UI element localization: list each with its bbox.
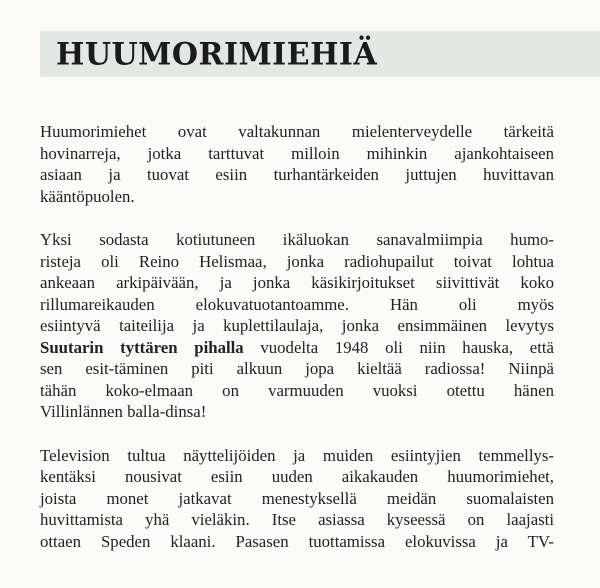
text-segment: ankeaan arkipäivään, ja jonka käsikirjoitukset siivittivät koko [40, 273, 554, 292]
text-segment: vuodelta 1948 oli niin hauska, että [243, 337, 554, 357]
text-line [40, 272, 554, 294]
text-segment: huvittamista yhä vieläkin. Itse asiassa kyseessä on laajasti [40, 510, 554, 529]
text-line [40, 509, 554, 531]
text-line [40, 466, 554, 488]
text-line [40, 164, 554, 186]
bold-text-segment: Suutarin tyttären pihalla [40, 337, 244, 357]
text-segment: Television tultua näyttelijöiden ja muiden esiintyjien temmellys- [40, 445, 554, 465]
text-segment: Villinlännen balla-dinsa! [40, 402, 207, 421]
text-segment: asiaan ja tuovat esiin turhantärkeiden juttujen huvittavan [40, 165, 554, 184]
text-segment: esiintyvä taiteilija ja kuplettilaulaja, jonka ensimmäinen levytys [40, 316, 554, 335]
text-segment: joista monet jatkavat menestyksellä meidän suomalaisten [40, 488, 554, 508]
text-segment: Huumorimiehet ovat valtakunnan mielenterveydelle tärkeitä [40, 122, 554, 141]
text-line [40, 488, 554, 510]
paragraph [40, 229, 554, 423]
text-line [40, 143, 554, 165]
text-segment: tähän koko-elmaan on varmuuden vuoksi otettu hänen [40, 380, 554, 400]
text-line [40, 315, 554, 337]
text-segment: kääntöpuolen. [40, 186, 135, 206]
title-bar [40, 31, 600, 77]
text-line [40, 337, 554, 359]
page-title: HUUMORIMIEHIÄ [56, 36, 378, 73]
text-line [40, 380, 554, 402]
text-segment: rillumareikauden elokuvatuotantoamme. Hän oli myös [40, 294, 554, 314]
text-line [40, 229, 554, 251]
text-segment: kentäksi nousivat esiin uuden aikakauden huumorimiehet, [40, 467, 554, 486]
article-body [40, 121, 554, 574]
text-segment: risteja oli Reino Helismaa, jonka radiohupailut toivat lohtua [40, 251, 554, 271]
text-line [40, 445, 554, 467]
text-line [40, 121, 554, 143]
text-line [40, 186, 554, 208]
paragraph [40, 445, 554, 553]
text-segment: Yksi sodasta kotiutuneen ikäluokan sanavalmiimpia humo- [40, 230, 554, 249]
text-line [40, 294, 554, 316]
text-segment: sen esit-täminen piti alkuun jopa kieltää radiossa! Niinpä [40, 359, 554, 378]
text-line [40, 401, 554, 423]
text-line [40, 358, 554, 380]
text-segment: hovinarreja, jotka tarttuvat milloin mihinkin ajankohtaiseen [40, 143, 554, 163]
text-segment: ottaen Speden klaani. Pasasen tuottamissa elokuvissa ja TV- [40, 531, 554, 551]
text-line [40, 531, 554, 553]
paragraph [40, 121, 554, 207]
text-line [40, 251, 554, 273]
